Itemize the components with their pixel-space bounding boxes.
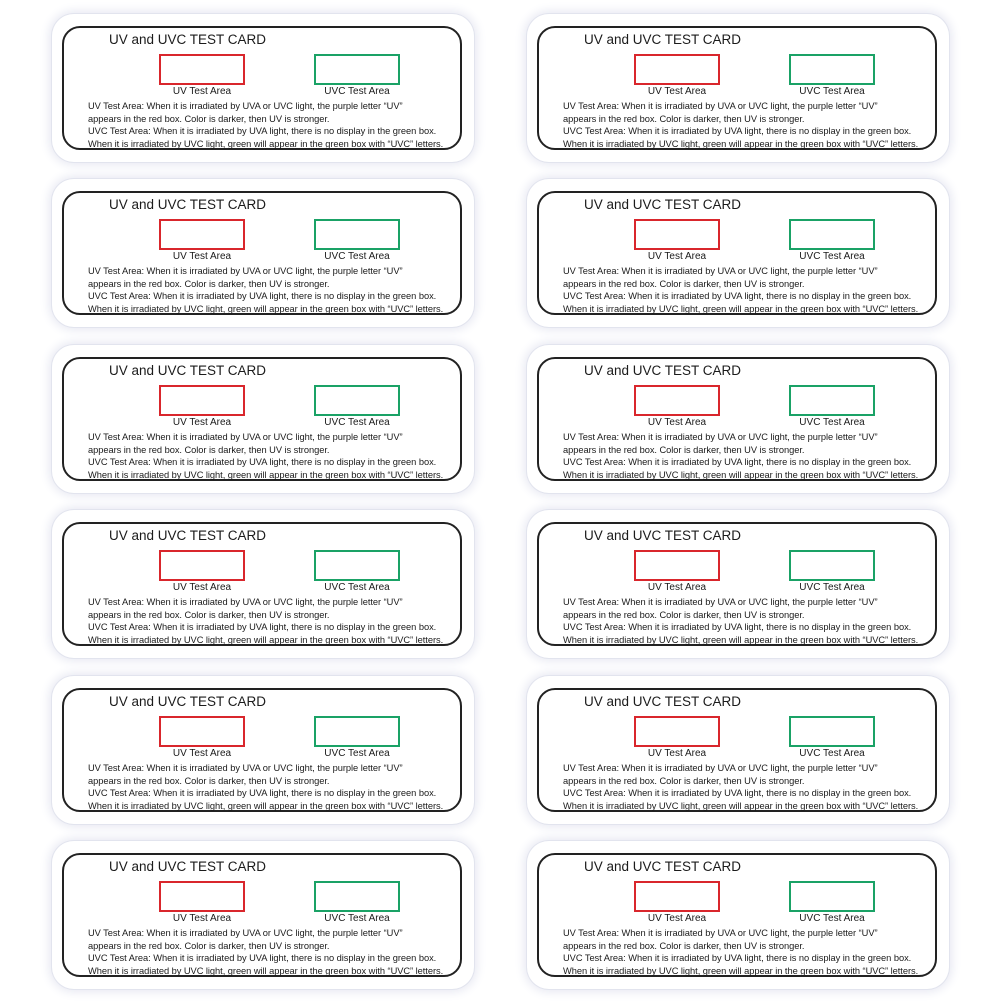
instruction-line: UV Test Area: When it is irradiated by UVA or UVC light, the purple letter “UV” xyxy=(88,266,403,276)
instruction-line: When it is irradiated by UVC light, green will appear in the green box with “UVC” letters. xyxy=(563,965,919,976)
card-title: UV and UVC TEST CARD xyxy=(579,32,746,48)
card-title: UV and UVC TEST CARD xyxy=(104,859,271,875)
uv-test-card xyxy=(52,14,474,162)
uvc-test-box xyxy=(789,54,875,85)
uv-test-card xyxy=(52,510,474,658)
instruction-line: UVC Test Area: When it is irradiated by UVA light, there is no display in the green box. xyxy=(88,788,437,798)
instruction-line: When it is irradiated by UVC light, green will appear in the green box with “UVC” letters. xyxy=(563,469,919,480)
card-title: UV and UVC TEST CARD xyxy=(104,528,271,544)
uv-test-box xyxy=(159,881,245,912)
uvc-area-label: UVC Test Area xyxy=(324,913,390,924)
card-frame xyxy=(62,191,462,315)
instruction-line: UVC Test Area: When it is irradiated by UVA light, there is no display in the green box. xyxy=(88,622,437,632)
uv-area-label: UV Test Area xyxy=(172,582,232,593)
instruction-line: UVC Test Area: When it is irradiated by UVA light, there is no display in the green box. xyxy=(88,126,437,136)
uv-area-label: UV Test Area xyxy=(172,417,232,428)
instruction-line: UV Test Area: When it is irradiated by UVA or UVC light, the purple letter “UV” xyxy=(88,928,403,938)
uv-area-label: UV Test Area xyxy=(647,913,707,924)
card-frame xyxy=(62,522,462,646)
instruction-line: UVC Test Area: When it is irradiated by UVA light, there is no display in the green box. xyxy=(88,953,437,963)
instruction-line: appears in the red box. Color is darker, then UV is stronger. xyxy=(563,775,805,786)
instruction-line: UV Test Area: When it is irradiated by UVA or UVC light, the purple letter “UV” xyxy=(563,432,878,442)
instruction-line: appears in the red box. Color is darker, then UV is stronger. xyxy=(563,940,805,951)
uvc-test-box xyxy=(789,219,875,250)
card-title: UV and UVC TEST CARD xyxy=(104,197,271,213)
instruction-line: UVC Test Area: When it is irradiated by UVA light, there is no display in the green box. xyxy=(563,953,912,963)
uv-area-label: UV Test Area xyxy=(647,251,707,262)
uvc-test-box xyxy=(314,881,400,912)
card-frame xyxy=(537,357,937,481)
instruction-line: UV Test Area: When it is irradiated by UVA or UVC light, the purple letter “UV” xyxy=(563,928,878,938)
uv-area-label: UV Test Area xyxy=(172,748,232,759)
uvc-area-label: UVC Test Area xyxy=(324,582,390,593)
uvc-area-label: UVC Test Area xyxy=(324,251,390,262)
instruction-line: When it is irradiated by UVC light, green will appear in the green box with “UVC” letters. xyxy=(88,469,444,480)
uv-test-box xyxy=(159,385,245,416)
uv-test-box xyxy=(159,550,245,581)
card-frame xyxy=(62,688,462,812)
uv-area-label: UV Test Area xyxy=(172,86,232,97)
uv-test-box xyxy=(634,54,720,85)
card-title: UV and UVC TEST CARD xyxy=(104,32,271,48)
instruction-line: When it is irradiated by UVC light, green will appear in the green box with “UVC” letters. xyxy=(88,800,444,811)
uv-area-label: UV Test Area xyxy=(172,251,232,262)
instruction-line: appears in the red box. Color is darker, then UV is stronger. xyxy=(88,113,330,124)
uv-test-card xyxy=(527,179,949,327)
uvc-area-label: UVC Test Area xyxy=(799,251,865,262)
card-frame xyxy=(537,26,937,150)
uv-test-box xyxy=(634,716,720,747)
instruction-line: appears in the red box. Color is darker, then UV is stronger. xyxy=(88,940,330,951)
uvc-area-label: UVC Test Area xyxy=(324,417,390,428)
uv-area-label: UV Test Area xyxy=(647,582,707,593)
card-title: UV and UVC TEST CARD xyxy=(104,363,271,379)
instruction-line: UVC Test Area: When it is irradiated by UVA light, there is no display in the green box. xyxy=(563,291,912,301)
uv-test-card xyxy=(52,841,474,989)
uv-area-label: UV Test Area xyxy=(647,748,707,759)
card-frame xyxy=(537,522,937,646)
instruction-line: When it is irradiated by UVC light, green will appear in the green box with “UVC” letters. xyxy=(88,303,444,314)
uv-test-box xyxy=(634,219,720,250)
uvc-area-label: UVC Test Area xyxy=(324,86,390,97)
uv-area-label: UV Test Area xyxy=(647,86,707,97)
uv-test-card xyxy=(52,676,474,824)
uv-area-label: UV Test Area xyxy=(647,417,707,428)
instruction-line: UV Test Area: When it is irradiated by UVA or UVC light, the purple letter “UV” xyxy=(563,763,878,773)
instruction-line: appears in the red box. Color is darker, then UV is stronger. xyxy=(88,609,330,620)
instruction-line: When it is irradiated by UVC light, green will appear in the green box with “UVC” letters. xyxy=(88,634,444,645)
instruction-line: When it is irradiated by UVC light, green will appear in the green box with “UVC” letters. xyxy=(563,634,919,645)
instruction-line: appears in the red box. Color is darker, then UV is stronger. xyxy=(563,113,805,124)
uv-test-card xyxy=(527,510,949,658)
uv-test-card xyxy=(52,179,474,327)
instruction-line: UV Test Area: When it is irradiated by UVA or UVC light, the purple letter “UV” xyxy=(563,266,878,276)
card-title: UV and UVC TEST CARD xyxy=(579,694,746,710)
uvc-test-box xyxy=(314,54,400,85)
uvc-area-label: UVC Test Area xyxy=(799,417,865,428)
instruction-line: UV Test Area: When it is irradiated by UVA or UVC light, the purple letter “UV” xyxy=(563,101,878,111)
uvc-area-label: UVC Test Area xyxy=(324,748,390,759)
uvc-test-box xyxy=(314,385,400,416)
instruction-line: UVC Test Area: When it is irradiated by UVA light, there is no display in the green box. xyxy=(563,622,912,632)
card-frame xyxy=(537,688,937,812)
instruction-line: When it is irradiated by UVC light, green will appear in the green box with “UVC” letters. xyxy=(563,138,919,149)
card-title: UV and UVC TEST CARD xyxy=(579,363,746,379)
uvc-test-box xyxy=(789,550,875,581)
uvc-test-box xyxy=(314,219,400,250)
card-frame xyxy=(537,853,937,977)
instruction-line: When it is irradiated by UVC light, green will appear in the green box with “UVC” letters. xyxy=(563,800,919,811)
uv-test-card xyxy=(527,841,949,989)
card-title: UV and UVC TEST CARD xyxy=(579,859,746,875)
instruction-line: appears in the red box. Color is darker, then UV is stronger. xyxy=(563,444,805,455)
instruction-line: UV Test Area: When it is irradiated by UVA or UVC light, the purple letter “UV” xyxy=(88,432,403,442)
uvc-test-box xyxy=(789,385,875,416)
card-frame xyxy=(62,357,462,481)
uvc-area-label: UVC Test Area xyxy=(799,582,865,593)
instruction-line: UVC Test Area: When it is irradiated by UVA light, there is no display in the green box. xyxy=(563,126,912,136)
card-frame xyxy=(62,853,462,977)
instruction-line: UV Test Area: When it is irradiated by UVA or UVC light, the purple letter “UV” xyxy=(88,597,403,607)
uv-test-box xyxy=(159,716,245,747)
uvc-area-label: UVC Test Area xyxy=(799,748,865,759)
uv-test-box xyxy=(634,385,720,416)
card-title: UV and UVC TEST CARD xyxy=(104,694,271,710)
instruction-line: UVC Test Area: When it is irradiated by UVA light, there is no display in the green box. xyxy=(88,457,437,467)
instruction-line: appears in the red box. Color is darker, then UV is stronger. xyxy=(563,278,805,289)
uvc-test-box xyxy=(314,716,400,747)
instruction-line: When it is irradiated by UVC light, green will appear in the green box with “UVC” letters. xyxy=(563,303,919,314)
uv-test-box xyxy=(159,219,245,250)
uvc-test-box xyxy=(789,881,875,912)
card-title: UV and UVC TEST CARD xyxy=(579,528,746,544)
instruction-line: appears in the red box. Color is darker, then UV is stronger. xyxy=(88,775,330,786)
uv-area-label: UV Test Area xyxy=(172,913,232,924)
instruction-line: appears in the red box. Color is darker, then UV is stronger. xyxy=(563,609,805,620)
instruction-line: UV Test Area: When it is irradiated by UVA or UVC light, the purple letter “UV” xyxy=(88,101,403,111)
uvc-test-box xyxy=(789,716,875,747)
uv-test-card xyxy=(527,345,949,493)
uv-test-card xyxy=(52,345,474,493)
instruction-line: UVC Test Area: When it is irradiated by UVA light, there is no display in the green box. xyxy=(563,457,912,467)
uv-test-box xyxy=(634,881,720,912)
uv-test-card xyxy=(527,14,949,162)
uvc-test-box xyxy=(314,550,400,581)
instruction-line: UVC Test Area: When it is irradiated by UVA light, there is no display in the green box. xyxy=(88,291,437,301)
uvc-area-label: UVC Test Area xyxy=(799,86,865,97)
card-title: UV and UVC TEST CARD xyxy=(579,197,746,213)
instruction-line: When it is irradiated by UVC light, green will appear in the green box with “UVC” letters. xyxy=(88,138,444,149)
uv-test-box xyxy=(159,54,245,85)
uv-test-card xyxy=(527,676,949,824)
instruction-line: appears in the red box. Color is darker, then UV is stronger. xyxy=(88,444,330,455)
card-frame xyxy=(537,191,937,315)
uv-test-box xyxy=(634,550,720,581)
instruction-line: When it is irradiated by UVC light, green will appear in the green box with “UVC” letters. xyxy=(88,965,444,976)
instruction-line: UV Test Area: When it is irradiated by UVA or UVC light, the purple letter “UV” xyxy=(88,763,403,773)
instruction-line: appears in the red box. Color is darker, then UV is stronger. xyxy=(88,278,330,289)
card-frame xyxy=(62,26,462,150)
instruction-line: UV Test Area: When it is irradiated by UVA or UVC light, the purple letter “UV” xyxy=(563,597,878,607)
instruction-line: UVC Test Area: When it is irradiated by UVA light, there is no display in the green box. xyxy=(563,788,912,798)
uvc-area-label: UVC Test Area xyxy=(799,913,865,924)
